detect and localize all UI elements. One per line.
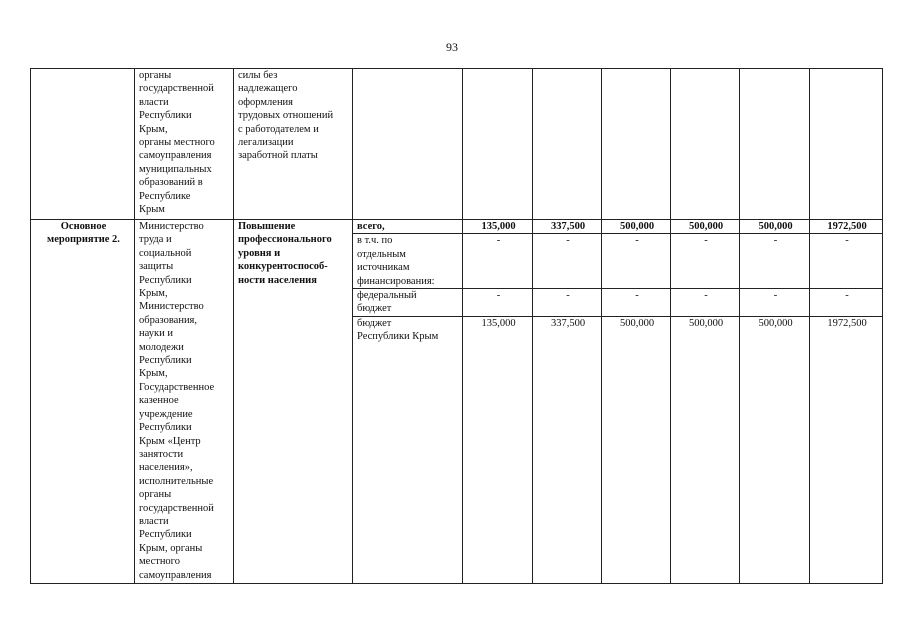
event-title-cell: Основное мероприятие 2.	[31, 220, 135, 584]
source-cell: бюджет Республики Крым	[353, 317, 463, 584]
value-cell: 1972,500	[810, 220, 883, 234]
value-cell: 337,500	[533, 317, 602, 584]
value-cell: -	[740, 289, 810, 317]
executors-cell: органы государственной власти Республики Крым, органы местного самоуправления муниципальных образований в Республике Крым	[135, 69, 234, 220]
value-cell: 337,500	[533, 220, 602, 234]
value-cell: -	[602, 234, 671, 289]
value-cell: 500,000	[740, 220, 810, 234]
value-cell: -	[602, 289, 671, 317]
page-number: 93	[446, 40, 458, 54]
table-row	[31, 69, 883, 220]
value-cell: -	[810, 234, 883, 289]
value-cell	[740, 69, 810, 220]
value-cell: -	[533, 234, 602, 289]
value-cell: -	[463, 289, 533, 317]
value-cell: 500,000	[602, 220, 671, 234]
source-cell: всего,	[353, 220, 463, 234]
value-cell: 135,000	[463, 220, 533, 234]
executors-cell: Министерство труда и социальной защиты Республики Крым, Министерство образования, науки и молодежи Республики Крым, Государственное казенное учреждение Республики Крым «Центр занятости населения», исполнительные органы государственной власти Республики Крым, органы местного самоуправления	[135, 220, 234, 584]
value-cell: -	[463, 234, 533, 289]
value-cell: 500,000	[602, 317, 671, 584]
table-row	[31, 220, 883, 234]
value-cell: -	[810, 289, 883, 317]
value-cell: 1972,500	[810, 317, 883, 584]
value-cell: -	[671, 289, 740, 317]
source-cell: в т.ч. по отдельным источникам финансирования:	[353, 234, 463, 289]
value-cell	[463, 69, 533, 220]
value-cell: 500,000	[740, 317, 810, 584]
value-cell: 500,000	[671, 317, 740, 584]
value-cell: -	[533, 289, 602, 317]
value-cell	[810, 69, 883, 220]
value-cell	[671, 69, 740, 220]
value-cell: -	[671, 234, 740, 289]
program-table	[30, 68, 883, 584]
value-cell	[533, 69, 602, 220]
goal-cell: Повышение профессионального уровня и конкурентоспособ- ности населения	[234, 220, 353, 584]
event-cell	[31, 69, 135, 220]
value-cell	[602, 69, 671, 220]
value-cell: 135,000	[463, 317, 533, 584]
source-cell: федеральный бюджет	[353, 289, 463, 317]
value-cell: 500,000	[671, 220, 740, 234]
value-cell: -	[740, 234, 810, 289]
goal-cell: силы без надлежащего оформления трудовых отношений с работодателем и легализации заработной платы	[234, 69, 353, 220]
source-cell	[353, 69, 463, 220]
